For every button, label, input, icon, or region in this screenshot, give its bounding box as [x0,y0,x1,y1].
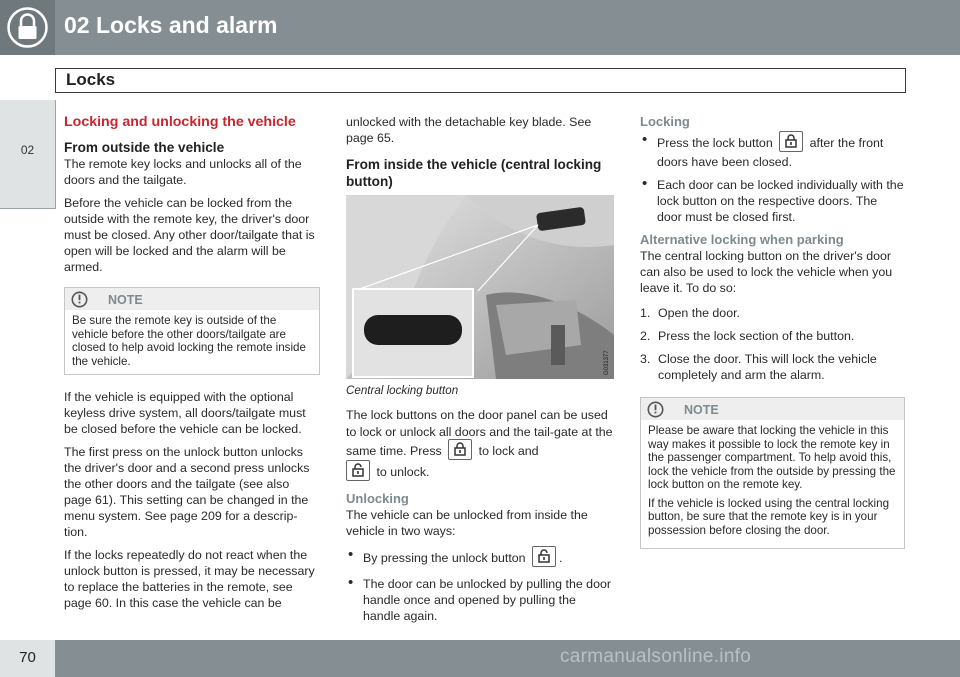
section-header [55,68,906,93]
info-icon [71,291,88,308]
alt-locking-heading: Alternative locking when parking [640,232,844,247]
note-text: If the vehicle is locked using the central locking button, be sure that the remote key is in your possession before closing the door. [648,496,890,537]
paragraph: unlocked with the detachable key blade. See page 65. [346,115,592,145]
paragraph: The remote key locks and unlocks all of the doors and the tailgate. [64,157,302,187]
page-number: 70 [19,649,36,666]
subheading-outside: From outside the vehicle [64,140,225,155]
image-code: G031377 [604,350,610,375]
paragraph: The first press on the unlock button unlocks the driver's door and a second press unlocks the other doors and the tailgate (see also page 61). This setting can be changed in the menu system. See page 209 for a descrip-tion. [64,445,310,539]
image-caption: Central locking button [346,384,459,397]
list-item: • Each door can be locked individually with the lock button on the respective doors. The door must be closed first. [640,177,905,225]
paragraph: If the vehicle is equipped with the optional keyless drive system, all doors/tailgate must be closed before the vehicle can be locked. [64,390,306,436]
note-text: Please be aware that locking the vehicle in this way makes it possible to lock the remote key in the passenger compartment. To help avoid this, lock the vehicle from the outside by pressing the lock button on the remote key. [648,424,896,491]
unlock-text: to unlock. [376,464,430,479]
note-box [640,397,905,549]
list-item: • Press the lock button after the front doors have been closed. [640,133,905,170]
unlocking-list [346,548,614,624]
lock-button-symbol [448,439,472,460]
lock-text: to lock and [478,443,539,458]
column-3 [640,114,905,549]
lock-icon [454,442,466,456]
note-label: NOTE [108,293,143,307]
note-body [641,420,904,548]
main-heading: Locking and unlocking the vehicle [64,114,296,130]
note-box [64,287,320,375]
lock-text: The lock buttons on the door panel can be used to lock or unlock all doors and the tail-gate at the same time. Press [346,408,613,458]
note-header [641,398,904,420]
step-item: 3. Close the door. This will lock the vehicle completely and arm the alarm. [640,352,877,382]
unlock-icon [352,463,364,477]
paragraph: The central locking button on the driver's door can also be used to lock the vehicle when you leave it. To do so: [640,249,893,295]
chapter-tab-label: 02 [20,143,35,157]
unlock-icon [538,549,550,563]
list-item: • By pressing the unlock button . [346,548,614,569]
lock-icon [6,6,49,49]
chapter-title: 02 Locks and alarm [64,12,278,38]
step-item: 1. Open the door. [640,306,740,320]
paragraph: Before the vehicle can be locked from the outside with the remote key, the driver's door must be closed. Any other door/tailgate that is open will be locked and the alarm will be armed. [64,196,315,274]
steps-list [640,305,905,383]
unlock-button-symbol [346,460,370,481]
locking-list [640,133,905,225]
info-icon [647,401,664,418]
locking-heading: Locking [640,114,690,129]
paragraph: The vehicle can be unlocked from inside the vehicle in two ways: [346,508,588,538]
list-item: • The door can be unlocked by pulling the door handle once and opened by pulling the handle again. [346,576,614,624]
lock-button-symbol [779,131,803,152]
note-label: NOTE [684,403,719,417]
note-header [65,288,319,310]
chapter-badge [0,0,55,55]
paragraph [346,407,614,483]
section-title: Locks [66,70,116,89]
unlock-button-symbol [532,546,556,567]
watermark: carmanualsonline.info [560,646,752,667]
column-1 [64,114,320,618]
column-2 [346,114,614,631]
chapter-side-tab [0,100,56,209]
footer-bar [0,640,960,677]
step-item: 2. Press the lock section of the button. [640,329,855,343]
subheading-inside: From inside the vehicle (central locking button) [346,157,602,189]
lock-icon [785,134,797,148]
door-panel-illustration [346,195,614,379]
unlocking-heading: Unlocking [346,491,409,506]
paragraph: If the locks repeatedly do not react when the unlock button is pressed, it may be necessary to replace the batteries in the remote, see page 60. In this case the vehicle can be [64,548,315,610]
central-locking-photo [346,195,614,379]
note-text: Be sure the remote key is outside of the vehicle before the other doors/tailgate are closed to help avoid locking the remote inside the vehicle. [72,314,306,368]
